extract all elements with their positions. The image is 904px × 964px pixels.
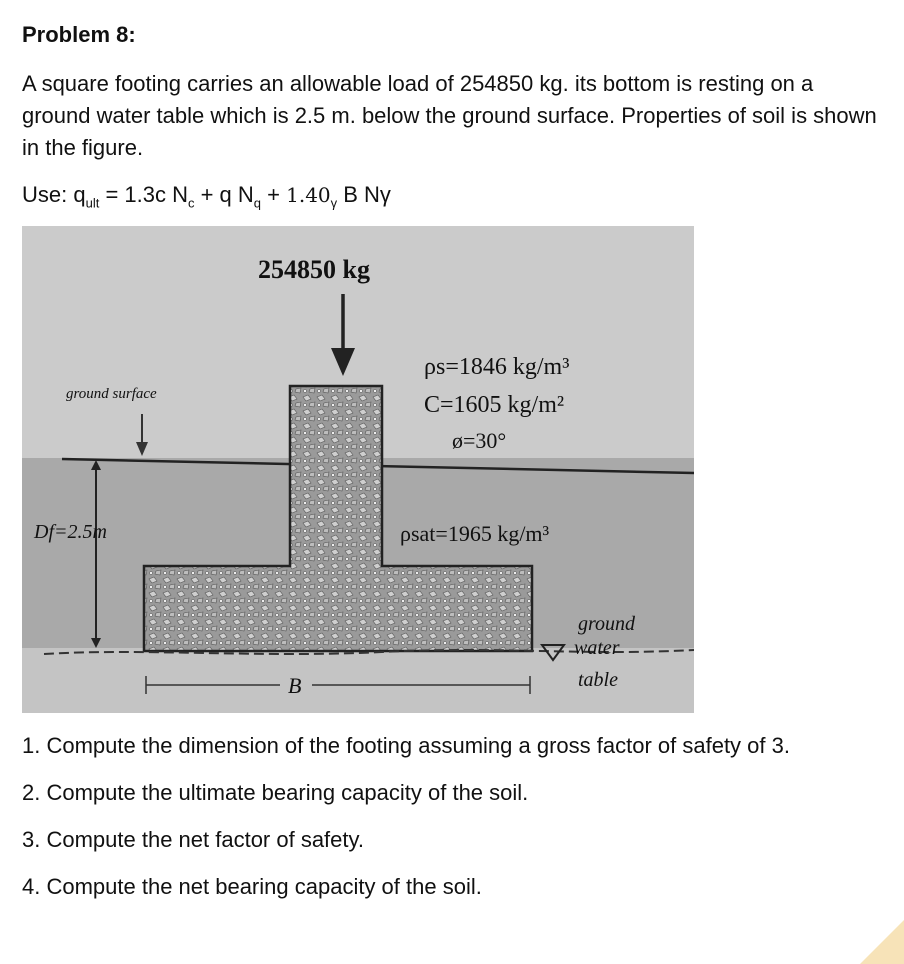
formula-eq2: + q N — [194, 182, 254, 207]
depth-label: Df=2.5m — [34, 521, 107, 543]
formula-eq3: + — [261, 182, 287, 207]
rho-s-label: ρs=1846 kg/m³ — [424, 354, 570, 380]
rho-sat-label: ρsat=1965 kg/m³ — [400, 521, 550, 546]
cohesion-label: C=1605 kg/m² — [424, 392, 565, 418]
question-list — [22, 730, 882, 918]
problem-statement: A square footing carries an allowable load of 254850 kg. its bottom is resting on a ground water table which is 2.5 m. below the ground surface. Properties of soil is shown in the figure. — [22, 71, 877, 160]
ground-surface-label: ground surface — [66, 386, 157, 402]
gw-label-line3: table — [578, 669, 618, 691]
question-2: 2. Compute the ultimate bearing capacity of the soil. — [22, 780, 529, 805]
question-4: 4. Compute the net bearing capacity of the soil. — [22, 874, 482, 899]
width-label: B — [288, 673, 302, 698]
formula-c-sub: c — [187, 195, 195, 211]
footing-figure — [22, 226, 694, 713]
question-1: 1. Compute the dimension of the footing assuming a gross factor of safety of 3. — [22, 733, 790, 758]
question-3: 3. Compute the net factor of safety. — [22, 827, 364, 852]
formula-q-sub: ult — [85, 195, 100, 211]
formula-eq4: B Nγ — [337, 182, 391, 207]
load-label: 254850 kg — [258, 255, 370, 284]
gw-label-line2: water — [574, 637, 620, 659]
formula-line — [22, 180, 391, 218]
formula-prefix: Use: q — [22, 182, 86, 207]
phi-label: ø=30° — [452, 428, 507, 453]
problem-title: Problem 8: — [22, 22, 136, 47]
formula-gamma-sub: γ — [330, 195, 338, 211]
formula-q2-sub: q — [253, 195, 262, 211]
formula-eq1: = 1.3c N — [99, 182, 188, 207]
page-curl-icon — [860, 920, 904, 964]
gw-label-line1: ground — [578, 613, 636, 635]
formula-serif-part: 1.40 — [286, 183, 331, 207]
footing-diagram — [22, 226, 694, 713]
